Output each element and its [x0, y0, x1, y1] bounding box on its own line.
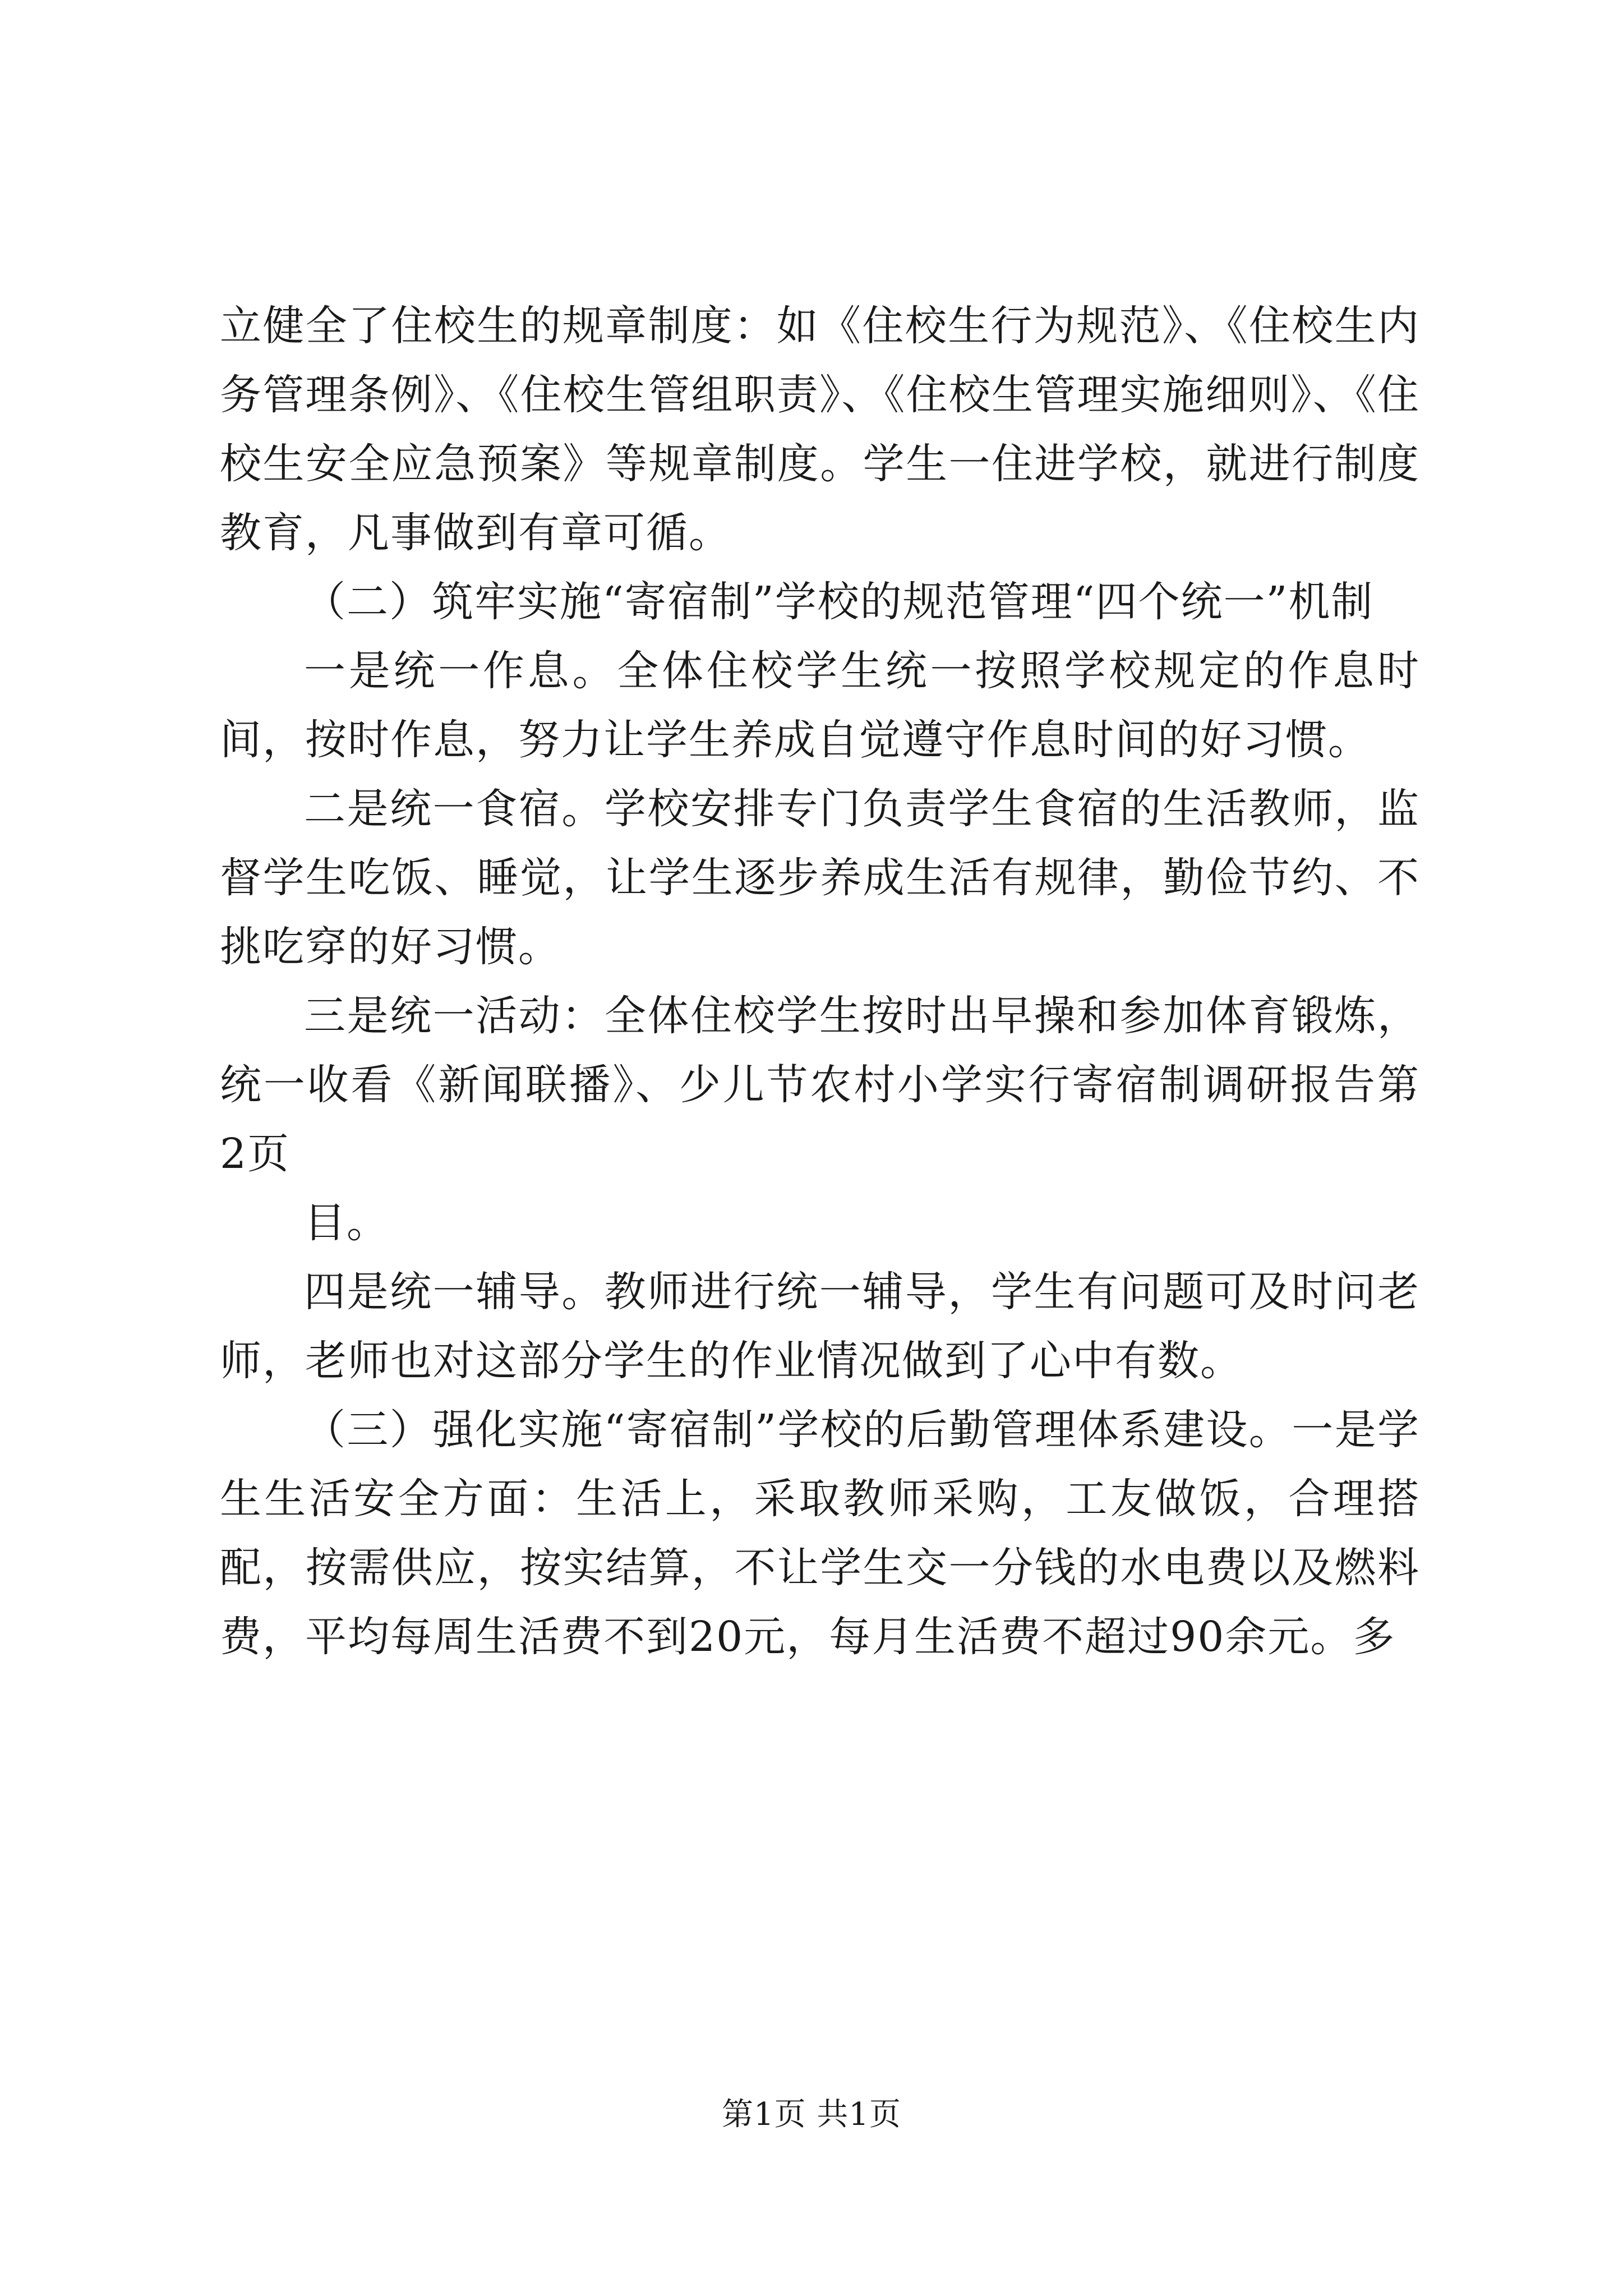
paragraph-2-section-heading: （二）筑牢实施“寄宿制”学校的规范管理“四个统一”机制 — [304, 578, 1374, 626]
paragraph-4: 二是统一食宿。学校安排专门负责学生食宿的生活教师，监督学生吃饭、睡觉，让学生逐步养成生活有规律，勤俭节约、不挑吃穿的好习惯。 — [220, 785, 1420, 971]
paragraph-3: 一是统一作息。全体住校学生统一按照学校规定的作息时间，按时作息，努力让学生养成自觉遵守作息时间的好习惯。 — [220, 647, 1420, 764]
page-footer: 第1页 共1页 — [721, 2096, 902, 2133]
paragraph-7: 四是统一辅导。教师进行统一辅导，学生有问题可及时问老师，老师也对这部分学生的作业情况做到了心中有数。 — [220, 1268, 1420, 1385]
paragraph-1: 立健全了住校生的规章制度：如《住校生行为规范》、《住校生内务管理条例》、《住校生管组职责》、《住校生管理实施细则》、《住校生安全应急预案》等规章制度。学生一住进学校，就进行制度教育，凡事做到有章可循。 — [220, 302, 1420, 557]
paragraph-8-section-heading: （三）强化实施“寄宿制”学校的后勤管理体系建设。一是学生生活安全方面：生活上，采取教师采购，工友做饭，合理搭配，按需供应，按实结算，不让学生交一分钱的水电费以及燃料费，平均每周生活费不到20元，每月生活费不超过90余元。多 — [220, 1406, 1420, 1661]
document-body — [220, 292, 1420, 1672]
paragraph-6: 目。 — [304, 1199, 389, 1247]
paragraph-5: 三是统一活动：全体住校学生按时出早操和参加体育锻炼，统一收看《新闻联播》、少儿节农村小学实行寄宿制调研报告第2页 — [220, 992, 1420, 1178]
